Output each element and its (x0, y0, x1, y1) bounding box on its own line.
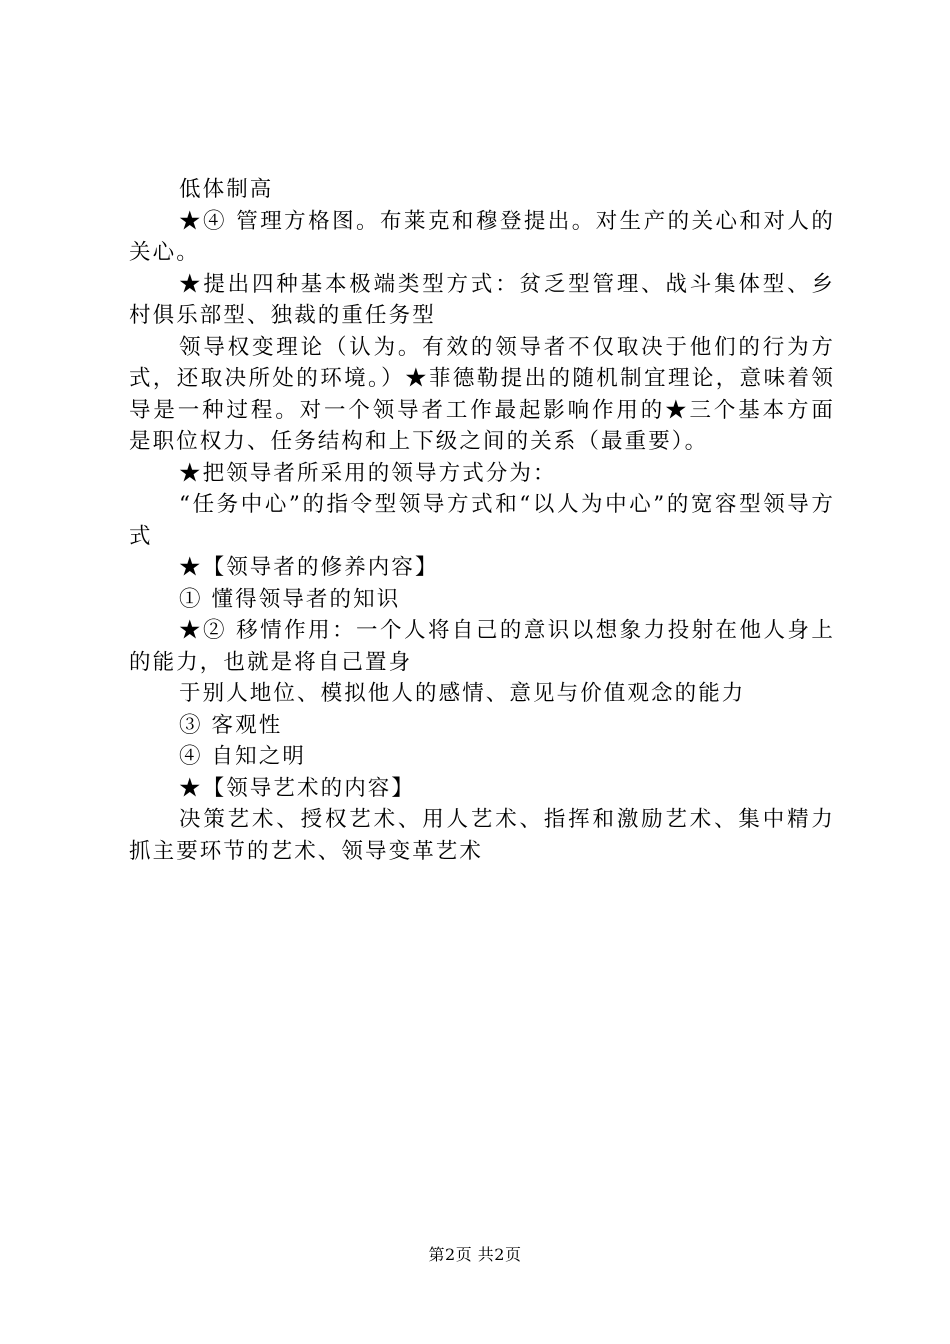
paragraph: ★把领导者所采用的领导方式分为： (179, 460, 557, 486)
paragraph: 决策艺术、授权艺术、用人艺术、指挥和激励艺术、集中精力抓主要环节的艺术、领导变革艺术 (129, 807, 835, 864)
paragraph: ★④ 管理方格图。布莱克和穆登提出。对生产的关心和对人的关心。 (129, 208, 835, 265)
paragraph: ★② 移情作用：一个人将自己的意识以想象力投射在他人身上的能力，也就是将自己置身 (129, 618, 835, 675)
paragraph: 低体制高 (179, 177, 274, 202)
page-number-footer: 第2页 共2页 (428, 1245, 522, 1264)
paragraph: ★【领导艺术的内容】 (179, 775, 416, 801)
paragraph: ★提出四种基本极端类型方式：贫乏型管理、战斗集体型、乡村俱乐部型、独裁的重任务型 (129, 271, 835, 328)
paragraph: 领导权变理论（认为。有效的领导者不仅取决于他们的行为方式，还取决所处的环境。）★菲德勒提出的随机制宜理论，意味着领导是一种过程。对一个领导者工作最起影响作用的★三个基本方面是职位权力、任务结构和上下级之间的关系（最重要）。 (129, 334, 835, 454)
paragraph: ④ 自知之明 (179, 744, 306, 769)
paragraph: “任务中心”的指令型领导方式和“以人为中心”的宽容型领导方式 (129, 492, 835, 549)
paragraph: ★【领导者的修养内容】 (179, 555, 439, 580)
paragraph: 于别人地位、模拟他人的感情、意见与价值观念的能力 (179, 681, 746, 706)
paragraph: ③ 客观性 (179, 712, 283, 738)
document-body (129, 174, 835, 867)
paragraph: ① 懂得领导者的知识 (179, 586, 401, 612)
